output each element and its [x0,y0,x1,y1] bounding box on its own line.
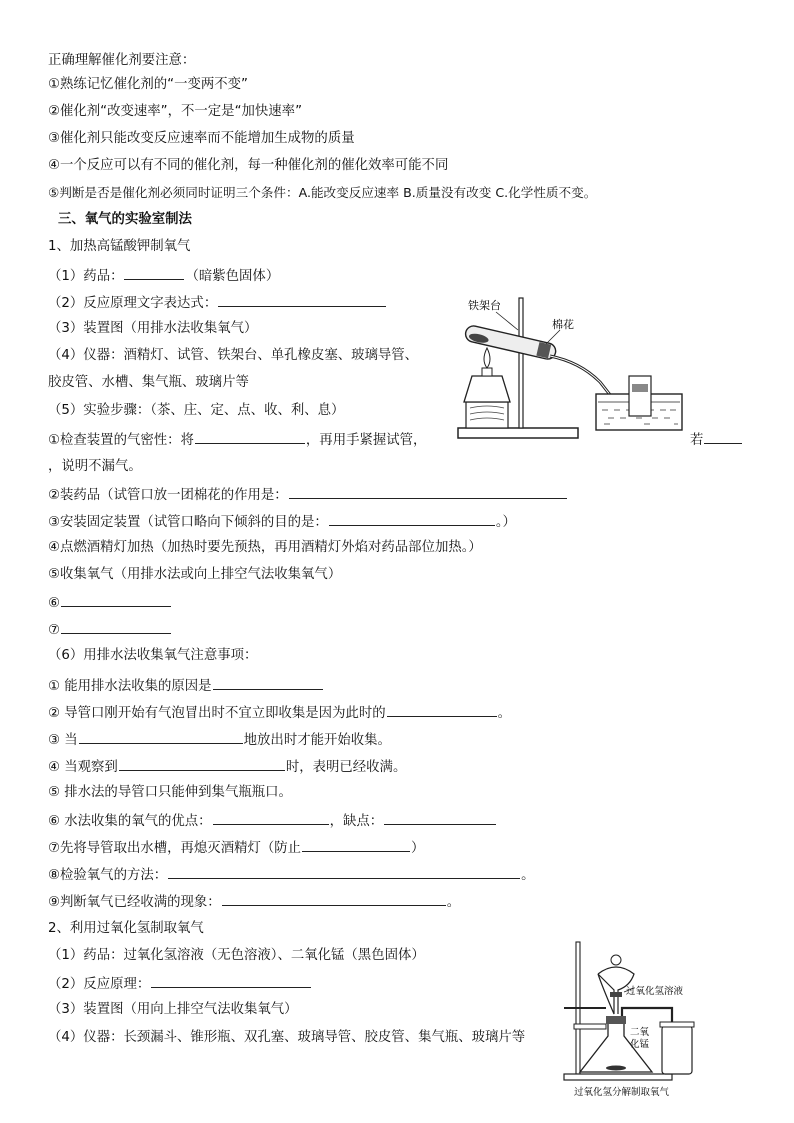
note-4-end: 时，表明已经收满。 [285,760,407,775]
note-7-blank[interactable] [302,838,410,852]
step-1-blank[interactable] [195,430,305,444]
catalyst-note-4: ④一个反应可以有不同的催化剂，每一种催化剂的催化效率可能不同 [48,158,449,173]
steps-line: （5）实验步骤：（茶、庄、定、点、收、利、息） [48,403,345,418]
gas-bottle [629,376,651,416]
note-2-blank[interactable] [387,703,497,717]
instruments-line-2: 胶皮管、水槽、集气瓶、玻璃片等 [48,375,249,390]
step-1-blank-2[interactable] [704,430,742,444]
step-6-blank[interactable] [61,593,171,607]
step-6-label: ⑥ [48,596,61,611]
step-3-label: ③安装固定装置（试管口略向下倾斜的目的是： [48,515,328,530]
note-6-line [48,811,497,831]
note-3-blank[interactable] [79,730,243,744]
reagent-label: （1）药品： [48,269,124,284]
step-6-line [48,593,172,613]
label-h2o2: 过氧化氢溶液 [626,986,684,997]
label-cotton: 棉花 [552,318,574,331]
step-7-line [48,620,172,640]
note-7-end: ） [411,841,425,856]
note-8-blank[interactable] [168,865,520,879]
note-5-line: ⑤ 排水法的导管口只能伸到集气瓶瓶口。 [48,785,292,800]
m2-principle-label: （2）反应原理： [48,977,151,992]
note-4-blank[interactable] [119,757,285,771]
note-2-end: 。 [497,706,512,721]
flame [484,348,490,368]
step-3-line [48,512,516,532]
note-3-line [48,730,391,750]
note-7-label: ⑦先将导管取出水槽，再熄灭酒精灯（防止 [48,841,302,856]
step-1-ruo: 若 [690,433,704,448]
figure-2-caption: 过氧化氢分解制取氧气 [574,1087,670,1098]
step-3-end: 。） [495,515,516,530]
m2-principle-line [48,974,312,994]
water-method-heading: （6）用排水法收集氧气注意事项： [48,648,258,663]
instruments-line-1: （4）仪器：酒精灯、试管、铁架台、单孔橡皮塞、玻璃导管、 [48,348,419,363]
note-4-line [48,757,406,777]
step-4-line: ④点燃酒精灯加热（加热时要先预热，再用酒精灯外焰对药品部位加热。） [48,540,482,555]
note-7-line [48,838,424,858]
note-1-line [48,676,324,696]
note-3-label: ③ 当 [48,733,78,748]
note-6-mid: ，缺点： [329,814,384,829]
note-1-blank[interactable] [213,676,323,690]
m2-principle-blank[interactable] [151,974,311,988]
step-3-blank[interactable] [329,512,495,526]
step-7-blank[interactable] [61,620,171,634]
note-9-label: ⑨判断氧气已经收满的现象： [48,895,221,910]
stand-rod [519,298,523,428]
note-3-end: 地放出时才能开始收集。 [243,733,391,748]
apparatus-line: （3）装置图（用排水法收集氧气） [48,321,258,336]
m2-reagents-line: （1）药品：过氧化氢溶液（无色溶液）、二氧化锰（黑色固体） [48,948,425,963]
note-6-blank-2[interactable] [384,811,496,825]
principle-blank[interactable] [218,293,386,307]
note-2-line [48,703,511,723]
stand-base [458,428,578,438]
alcohol-lamp [464,376,510,402]
catalyst-note-1: ①熟练记忆催化剂的“一变两不变” [48,77,248,92]
step-5-line: ⑤收集氧气（用排水法或向上排空气法收集氧气） [48,567,342,582]
note-6-label: ⑥ 水法收集的氧气的优点： [48,814,212,829]
step-1-conclusion: ，说明不漏气。 [48,459,142,474]
method-1-heading: 1、加热高锰酸钾制氧气 [48,239,191,254]
note-6-blank-1[interactable] [213,811,329,825]
method-2-heading: 2、利用过氧化氢制取氧气 [48,921,204,936]
m2-apparatus-line: （3）装置图（用向上排空气法收集氧气） [48,1002,298,1017]
note-9-blank[interactable] [222,892,446,906]
note-9-line [48,892,460,912]
principle-label: （2）反应原理文字表达式： [48,296,218,311]
gas-bottle-2 [662,1026,692,1074]
note-4-label: ④ 当观察到 [48,760,118,775]
note-9-end: 。 [446,895,461,910]
note-8-line [48,865,535,885]
reagent-blank[interactable] [124,266,184,280]
kmno4-apparatus-figure [448,290,700,446]
principle-line [48,293,387,313]
step-2-blank[interactable] [289,485,567,499]
reagent-note: （暗紫色固体） [185,269,280,284]
step-2-label: ②装药品（试管口放一团棉花的作用是： [48,488,288,503]
label-mno2-1: 二氧 [630,1027,650,1038]
note-8-label: ⑧检验氧气的方法： [48,868,168,883]
step-2-line [48,485,568,505]
step-1-mid: ，再用手紧握试管， [305,433,427,448]
test-tube [464,324,557,360]
label-iron-stand: 铁架台 [468,299,501,312]
step-7-label: ⑦ [48,623,61,638]
step-1-line [48,430,426,450]
note-1-label: ① 能用排水法收集的原因是 [48,679,212,694]
catalyst-note-3: ③催化剂只能改变反应速率而不能增加生成物的质量 [48,131,355,146]
section-three-heading: 三、氧气的实验室制法 [58,212,192,227]
reagent-line [48,266,279,286]
label-mno2-2: 化锰 [630,1039,650,1050]
m2-instruments-line: （4）仪器：长颈漏斗、锥形瓶、双孔塞、玻璃导管、胶皮管、集气瓶、玻璃片等 [48,1030,526,1045]
h2o2-apparatus-figure [560,938,710,1100]
catalyst-note-2: ②催化剂“改变速率”，不一定是“加快速率” [48,104,303,119]
note-2-label: ② 导管口刚开始有气泡冒出时不宜立即收集是因为此时的 [48,706,386,721]
catalyst-note-5: ⑤判断是否是催化剂必须同时证明三个条件：A.能改变反应速率 B.质量没有改变 C.化学性质不变。 [48,185,597,200]
step-1-label: ①检查装置的气密性：将 [48,433,194,448]
intro-heading: 正确理解催化剂要注意： [48,53,196,68]
note-8-end: 。 [521,868,535,883]
